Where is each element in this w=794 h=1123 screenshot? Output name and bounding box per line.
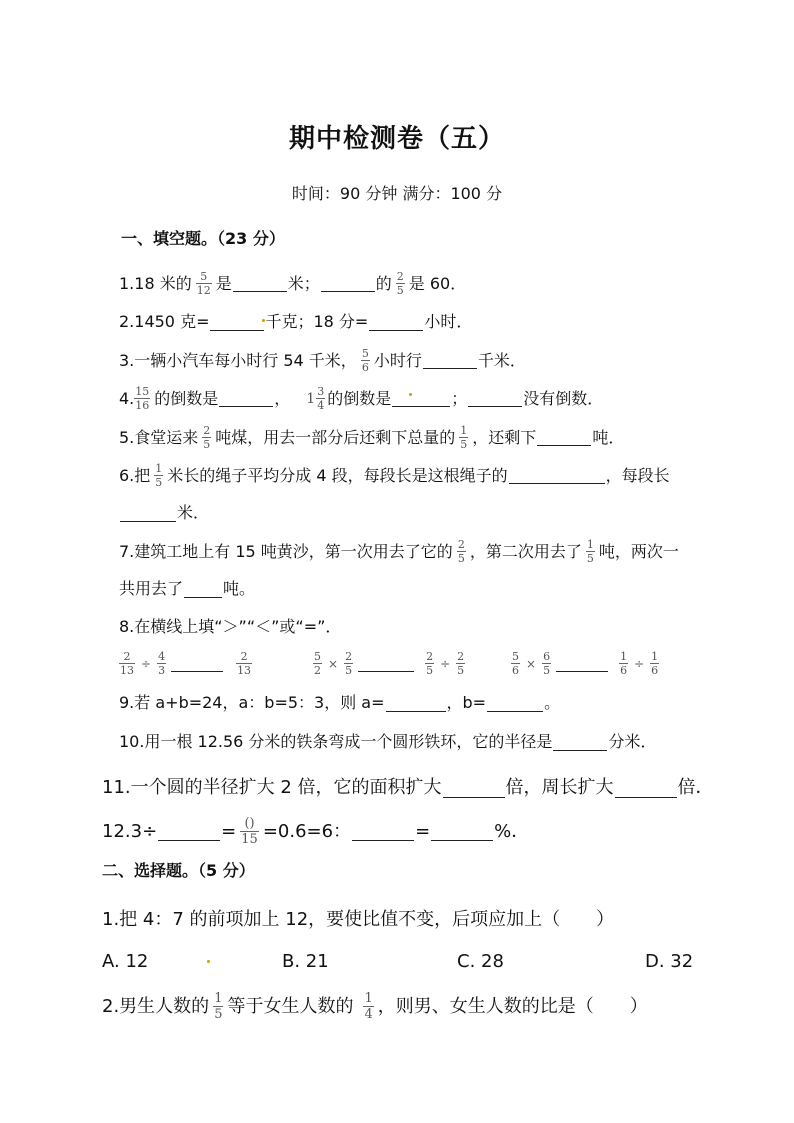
answer-blank[interactable] [171,655,223,672]
question-1-9 [119,692,560,714]
option-b[interactable]: B. 21 [282,951,329,972]
comparison-1 [119,651,256,676]
q-text: ，第二次用去了 [469,541,582,561]
section-heading-fill-blank: 一、填空题。（23 分） [121,229,285,248]
question-2-1: 1.把 4：7 的前项加上 12，要使比值不变，后项应加上（ ） [102,909,615,930]
q-text: 7.建筑工地上有 15 吨黄沙，第一次用去了它的 [119,541,453,561]
exam-time-score: 时间：90 分钟 满分：100 分 [291,184,503,203]
q-text: 12.3÷ [102,820,158,842]
fraction: $\frac{6}{5}$ [543,650,551,677]
q-text: ； [451,388,468,408]
q-text: 千米． [477,350,526,370]
q-text: ，还剩下 [472,427,537,447]
q-text: 是 [215,273,232,293]
q-text: 的 [375,273,392,293]
q-text: 吨，两次一 [598,541,679,561]
q-text: 小时． [424,312,473,331]
fraction: $\frac{2}{5}$ [457,538,465,565]
q-text: 米长的绳子平均分成 4 段，每段长是这根绳子的 [167,465,508,485]
q-text: =0.6=6： [262,820,352,842]
operator: ÷ [440,656,451,671]
ink-speck [409,393,412,396]
question-2-2 [102,992,648,1021]
answer-blank[interactable] [321,275,375,292]
answer-blank[interactable] [158,822,220,841]
fraction: $\frac{1}{5}$ [214,991,223,1022]
q-text: 倍，周长扩大 [505,777,614,798]
q-text: 倍． [677,777,714,798]
answer-blank[interactable] [509,467,605,484]
question-1-3 [119,348,526,373]
q-text: ， [274,388,291,408]
option-a[interactable]: A. 12 [102,951,149,972]
answer-blank[interactable] [219,390,273,407]
mixed-number: 1 $\frac{3}{4}$ [306,385,325,412]
operator: × [526,656,537,671]
q-text: 的倒数是 [154,388,219,408]
q-text: 吨。 [223,579,256,598]
q-text: 2.男生人数的 [102,995,210,1017]
answer-blank[interactable] [386,695,446,712]
answer-blank[interactable] [615,779,677,798]
question-1-7-cont [119,578,255,600]
q-text: 3.一辆小汽车每小时行 54 千米， [119,350,357,370]
question-1-6-cont [119,502,209,524]
fraction: $\frac{5}{6}$ [361,347,369,374]
q-text: 千克；18 分= [265,312,369,331]
fraction: $\frac{1}{5}$ [155,462,163,489]
q-text: 共用去了 [119,579,184,598]
q-text: 10.用一根 12.56 分米的铁条弯成一个圆形铁环，它的半径是 [119,732,553,751]
comparison-2 [313,651,469,676]
question-1-8: 8.在横线上填“＞”“＜”或“=”． [119,617,342,636]
q-text: 4. [119,388,135,408]
fraction: $\frac{2}{5}$ [457,650,465,677]
q-text: 2.1450 克= [119,312,210,331]
q-text: 吨煤，用去一部分后还剩下总量的 [215,427,456,447]
operator: × [328,656,339,671]
q-text: 6.把 [119,465,151,485]
operator: ÷ [634,656,645,671]
answer-blank[interactable] [423,352,477,369]
fraction: $\frac{2}{5}$ [345,650,353,677]
answer-blank[interactable] [358,655,414,672]
fraction: $\frac{1}{5}$ [586,538,594,565]
fraction: $\frac{2}{13}$ [237,650,252,677]
option-d[interactable]: D. 32 [645,951,694,972]
q-text: 没有倒数． [523,388,604,408]
q-text: 米； [287,273,320,293]
fraction: $\frac{()}{15}$ [241,816,258,847]
option-c[interactable]: C. 28 [457,951,504,972]
q-text: 是 60． [408,273,467,293]
q-text: 的倒数是 [327,388,392,408]
q-text: ，每段长 [605,465,670,485]
fraction: $\frac{2}{5}$ [203,424,211,451]
ink-speck [207,960,210,963]
q-text: ，则男、女生人数的比是（ ） [377,995,648,1017]
fraction: $\frac{1}{5}$ [460,424,468,451]
answer-blank[interactable] [120,505,176,522]
fraction: $\frac{15}{16}$ [135,385,150,412]
fraction: $\frac{5}{6}$ [512,650,519,677]
answer-blank[interactable] [556,655,608,672]
q-text: 小时行 [373,350,422,370]
question-1-6 [119,463,670,488]
q-text: = [221,820,237,842]
section-heading-multiple-choice: 二、选择题。（5 分） [102,861,255,880]
question-1-10 [119,731,656,753]
question-1-12 [102,817,529,846]
q-text: 1.18 米的 [119,273,192,293]
answer-blank[interactable] [487,695,543,712]
question-1-5 [119,425,624,450]
fraction: $\frac{4}{3}$ [158,650,166,677]
answer-blank[interactable] [233,275,287,292]
question-1-4 [119,386,603,411]
fraction: $\frac{2}{5}$ [426,650,434,677]
fraction: $\frac{1}{4}$ [364,991,373,1022]
answer-blank[interactable] [210,314,264,331]
ink-speck [262,319,265,322]
answer-blank[interactable] [369,314,423,331]
q-text: 分米． [608,732,657,751]
q-text: ，b= [446,693,487,712]
q-text: 吨． [592,427,625,447]
fraction: $\frac{2}{5}$ [396,270,404,297]
page-title: 期中检测卷（五） [288,124,505,154]
fraction: $\frac{2}{13}$ [120,650,134,677]
question-1-1 [119,271,466,296]
fraction: $\frac{5}{2}$ [314,650,321,677]
question-1-7 [119,539,679,564]
answer-blank[interactable] [553,734,607,751]
answer-blank[interactable] [431,822,493,841]
q-text: %． [494,820,530,842]
q-text: 11.一个圆的半径扩大 2 倍，它的面积扩大 [102,777,442,798]
answer-blank[interactable] [443,779,505,798]
answer-blank[interactable] [352,822,414,841]
answer-blank[interactable] [537,429,591,446]
q-text: = [415,820,431,842]
fraction: $\frac{5}{12}$ [196,270,211,297]
q-text: 米． [177,503,210,522]
answer-blank[interactable] [184,581,222,598]
operator: ÷ [141,656,152,671]
question-1-11 [102,777,714,799]
q-text: 等于女生人数的 [227,995,354,1017]
question-1-2 [119,311,472,333]
q-text: 9.若 a+b=24，a：b=5：3，则 a= [119,693,385,712]
q-text: 5.食堂运来 [119,427,199,447]
q-text: 。 [544,693,561,712]
answer-blank[interactable] [392,390,450,407]
fraction: $\frac{1}{6}$ [651,650,659,677]
answer-blank[interactable] [468,390,522,407]
fraction: $\frac{1}{6}$ [620,650,628,677]
comparison-3 [511,651,663,676]
